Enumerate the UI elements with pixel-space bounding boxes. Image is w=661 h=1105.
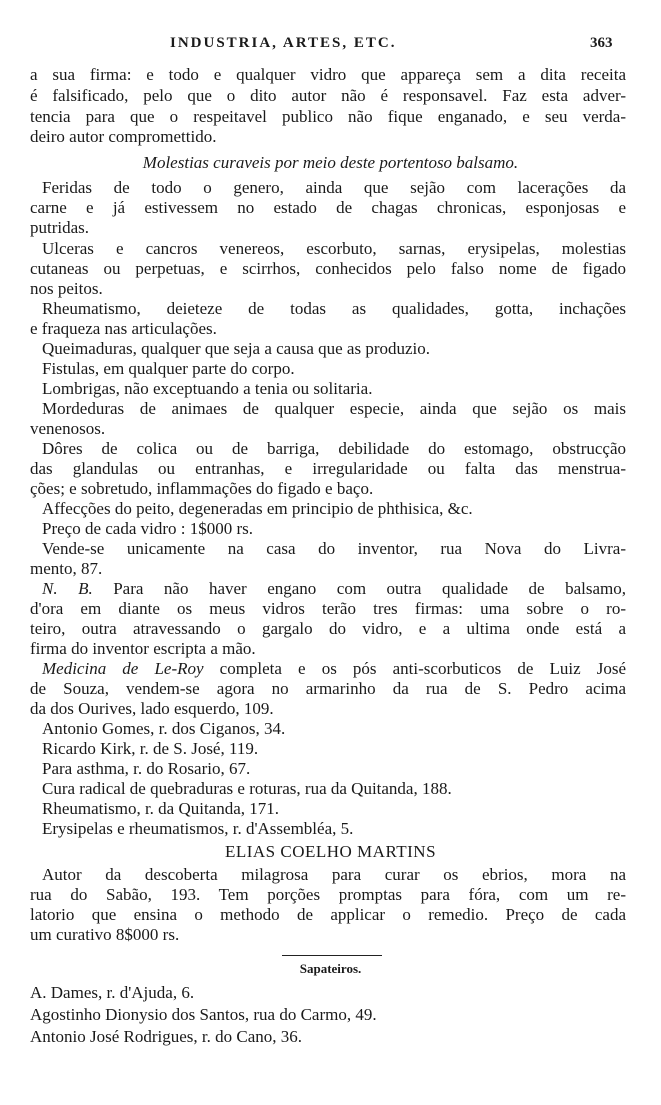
text-line: Queimaduras, qualquer que seja a causa que as produzio.: [42, 339, 431, 358]
text-line: Autor da descoberta milagrosa para curar os ebrios, mora na: [42, 865, 626, 884]
book-title: Medicina de Le-Roy: [42, 659, 204, 678]
listing-entry: Agostinho Dionysio dos Santos, rua do Carmo, 49.: [30, 1005, 377, 1024]
listing-entry: A. Dames, r. d'Ajuda, 6.: [30, 983, 195, 1002]
text-line: [42, 658, 626, 680]
text-line: rua do Sabão, 193. Tem porções promptas para fóra, com um re-: [30, 885, 626, 904]
listing-entry: Ricardo Kirk, r. de S. José, 119.: [42, 739, 259, 758]
text-line: [42, 578, 626, 600]
text-line: Lombrigas, não exceptuando a tenia ou solitaria.: [42, 379, 373, 398]
page-number: 363: [590, 35, 613, 51]
text-line: e fraqueza nas articulações.: [30, 319, 217, 338]
section-heading: Sapateiros.: [299, 961, 362, 976]
text-line: um curativo 8$000 rs.: [30, 925, 180, 944]
text-line: Rheumatismo, deieteze de todas as qualidades, gotta, inchações: [42, 299, 626, 318]
text-line: é falsificado, pelo que o dito autor não é responsavel. Faz esta adver-: [30, 86, 626, 105]
text-line: latorio que ensina o methodo de applicar o remedio. Preço de cada: [30, 905, 626, 924]
text-line: cutaneas ou perpetuas, e scirrhos, conhecidos pelo falso nome de figado: [30, 259, 626, 278]
text-line: venenosos.: [30, 419, 106, 438]
text-line: Dôres de colica ou de barriga, debilidade do estomago, obstrucção: [42, 439, 626, 458]
text-line: firma do inventor escripta a mão.: [30, 639, 256, 658]
text-line: deiro autor compromettido.: [30, 127, 217, 146]
text-line: Affecções do peito, degeneradas em principio de phthisica, &c.: [42, 499, 473, 518]
text-line: a sua firma: e todo e qualquer vidro que appareça sem a dita receita: [30, 65, 626, 84]
section-subtitle: Molestias curaveis por meio deste portentoso balsamo.: [142, 153, 519, 172]
section-divider: [282, 955, 382, 956]
text-line: teiro, outra atravessando o gargalo do vidro, e a ultima onde está a: [30, 619, 626, 638]
text-line: Feridas de todo o genero, ainda que sejão com lacerações da: [42, 178, 626, 197]
text-span: completa e os pós anti-scorbuticos de Luiz José: [203, 659, 626, 678]
text-span: Para não haver engano com outra qualidade de balsamo,: [92, 579, 626, 598]
text-line: de Souza, vendem-se agora no armarinho da rua de S. Pedro acima: [30, 679, 626, 698]
text-line: mento, 87.: [30, 559, 103, 578]
text-line: das glandulas ou entranhas, e irregularidade ou falta das menstrua-: [30, 459, 626, 478]
listing-entry: Erysipelas e rheumatismos, r. d'Assembléa, 5.: [42, 819, 354, 838]
listing-entry: Rheumatismo, r. da Quitanda, 171.: [42, 799, 280, 818]
text-line: putridas.: [30, 218, 90, 237]
text-line: nos peitos.: [30, 279, 103, 298]
text-line: ções; e sobretudo, inflammações do figado e baço.: [30, 479, 374, 498]
nota-bene: N. B.: [42, 579, 93, 598]
listing-entry: Cura radical de quebraduras e roturas, rua da Quitanda, 188.: [42, 779, 452, 798]
text-line: Ulceras e cancros venereos, escorbuto, sarnas, erysipelas, molestias: [42, 239, 626, 258]
text-line: Mordeduras de animaes de qualquer especie, ainda que sejão os mais: [42, 399, 626, 418]
text-line: Vende-se unicamente na casa do inventor, rua Nova do Livra-: [42, 539, 626, 558]
advertiser-name: ELIAS COELHO MARTINS: [224, 842, 437, 861]
listing-entry: Antonio José Rodrigues, r. do Cano, 36.: [30, 1027, 302, 1046]
listing-entry: Antonio Gomes, r. dos Ciganos, 34.: [42, 719, 286, 738]
text-line: carne e já estivessem no estado de chagas chronicas, esponjosas e: [30, 198, 626, 217]
running-title: INDUSTRIA, ARTES, ETC.: [170, 35, 397, 51]
text-line: tencia para que o respeitavel publico não fique enganado, e seu verda-: [30, 107, 626, 126]
text-line: Fistulas, em qualquer parte do corpo.: [42, 359, 295, 378]
text-line: da dos Ourives, lado esquerdo, 109.: [30, 699, 274, 718]
listing-entry: Para asthma, r. do Rosario, 67.: [42, 759, 251, 778]
price-line: Preço de cada vidro : 1$000 rs.: [42, 519, 254, 538]
text-line: d'ora em diante os meus vidros terão tres firmas: uma sobre o ro-: [30, 599, 626, 618]
